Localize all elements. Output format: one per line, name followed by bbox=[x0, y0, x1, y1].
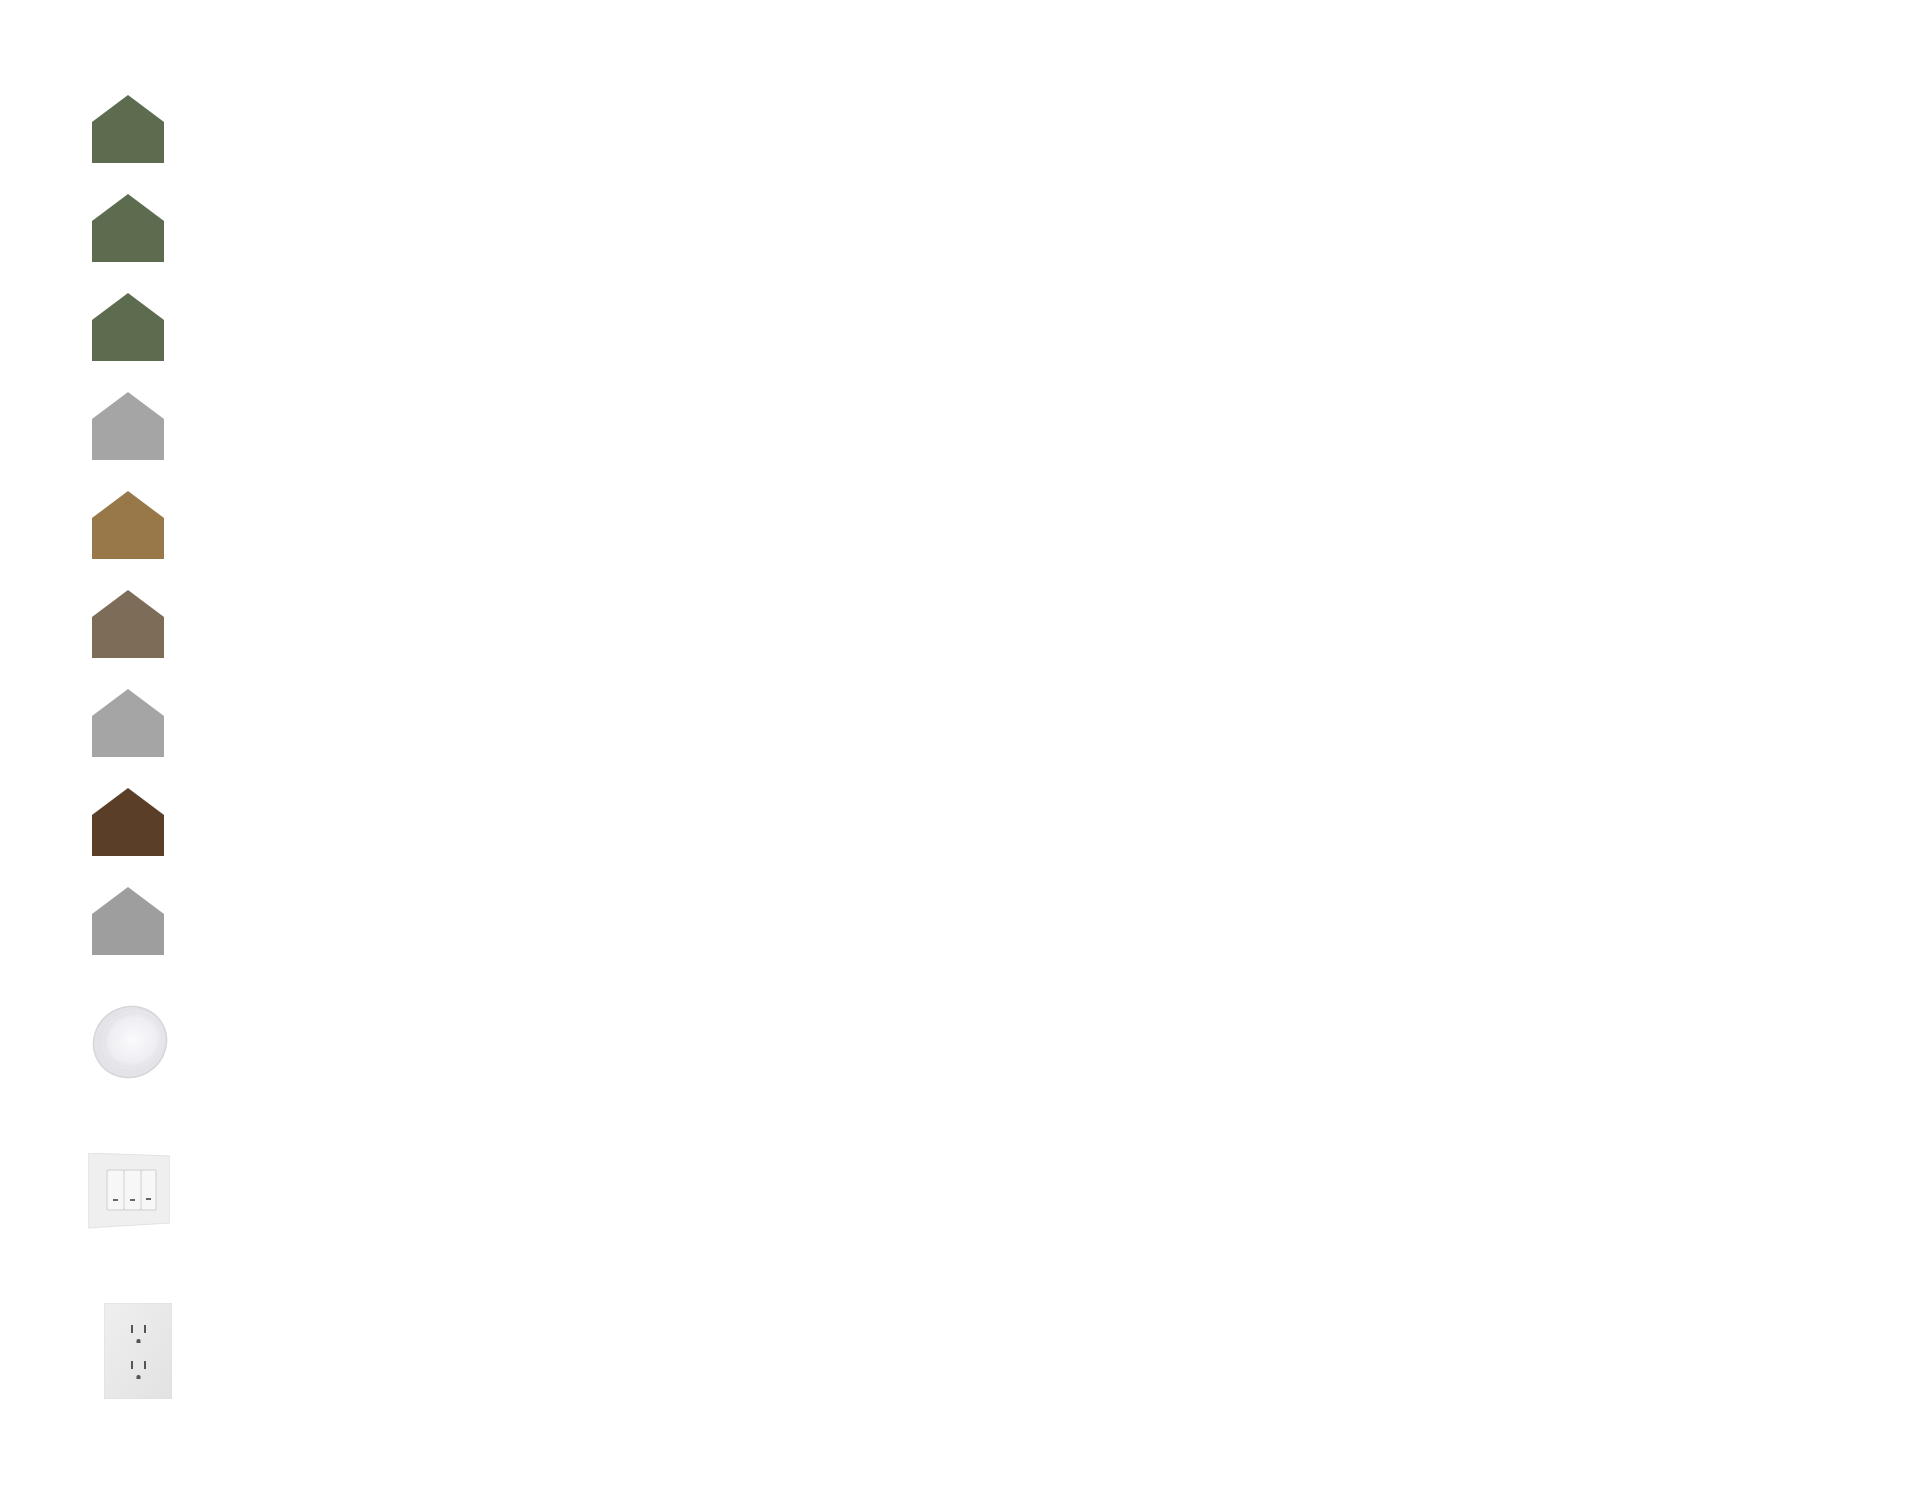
house-shape bbox=[92, 590, 164, 658]
house-icon bbox=[92, 95, 164, 163]
house-swatch-3[interactable] bbox=[92, 293, 164, 361]
house-icon bbox=[92, 293, 164, 361]
house-swatch-4[interactable] bbox=[92, 392, 164, 460]
house-swatch-6[interactable] bbox=[92, 590, 164, 658]
house-icon bbox=[92, 590, 164, 658]
house-swatch-1[interactable] bbox=[92, 95, 164, 163]
house-icon bbox=[92, 887, 164, 955]
house-swatch-9[interactable] bbox=[92, 887, 164, 955]
house-shape bbox=[92, 95, 164, 163]
house-swatch-7[interactable] bbox=[92, 689, 164, 757]
round-ceiling-light-item[interactable] bbox=[90, 1000, 172, 1080]
triple-light-switch-item[interactable] bbox=[88, 1153, 170, 1229]
triple-light-switch-icon bbox=[88, 1153, 170, 1229]
house-shape bbox=[92, 689, 164, 757]
house-icon bbox=[92, 194, 164, 262]
item-palette bbox=[0, 0, 260, 1503]
house-shape bbox=[92, 293, 164, 361]
house-icon bbox=[92, 788, 164, 856]
house-swatch-8[interactable] bbox=[92, 788, 164, 856]
duplex-outlet-item[interactable] bbox=[104, 1303, 172, 1399]
house-shape bbox=[92, 788, 164, 856]
house-icon bbox=[92, 491, 164, 559]
house-shape bbox=[92, 491, 164, 559]
house-icon bbox=[92, 689, 164, 757]
round-ceiling-light-icon bbox=[90, 1000, 172, 1080]
house-swatch-5[interactable] bbox=[92, 491, 164, 559]
house-icon bbox=[92, 392, 164, 460]
house-swatch-2[interactable] bbox=[92, 194, 164, 262]
house-shape bbox=[92, 392, 164, 460]
house-shape bbox=[92, 194, 164, 262]
house-shape bbox=[92, 887, 164, 955]
duplex-outlet-icon bbox=[104, 1303, 172, 1399]
